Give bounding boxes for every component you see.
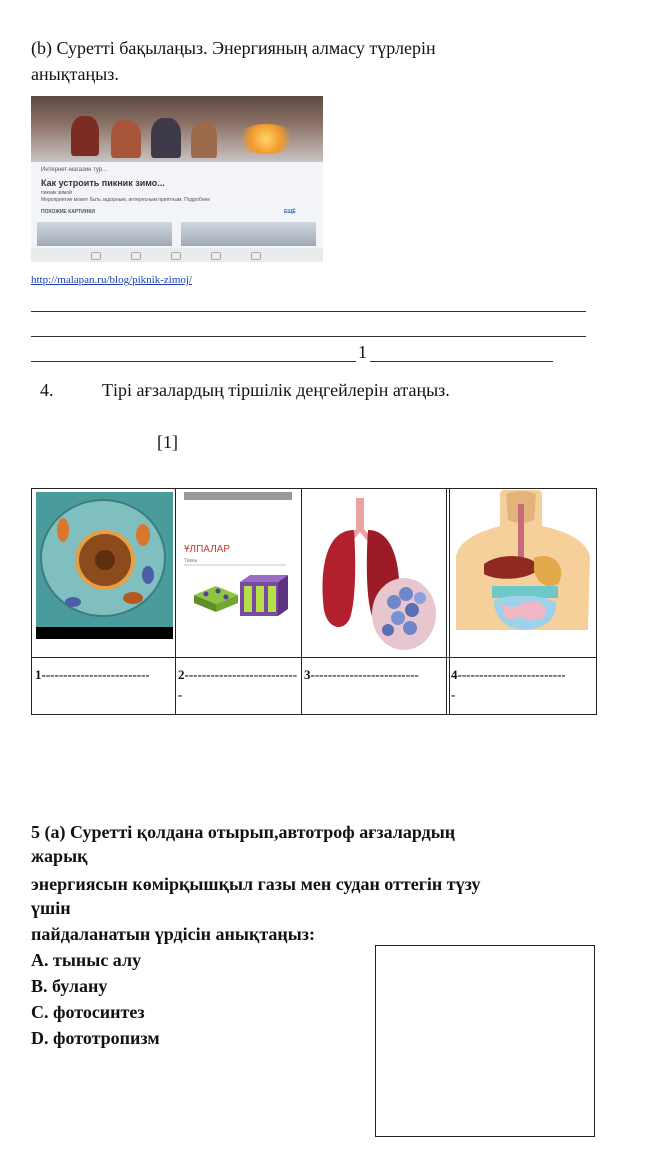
tissue-caption: ҰЛПАЛАР <box>184 544 231 555</box>
nav-back-icon <box>91 252 101 260</box>
nav-home-icon <box>131 252 141 260</box>
question-5-line4: үшін <box>31 898 71 918</box>
screenshot-title: Как устроить пикник зимо... <box>41 178 165 188</box>
related-thumb-1 <box>37 222 172 246</box>
winter-picnic-photo <box>31 96 323 162</box>
question-5-line3: энергиясын көмірқышқыл газы мен судан оттегін түзу <box>31 874 481 894</box>
levels-table <box>31 488 597 715</box>
option-b[interactable]: B. булану <box>31 976 108 996</box>
answer-line-3a <box>31 361 356 362</box>
question-4-text: Тірі ағзалардың тіршілік деңгейлерін атаңыз. <box>102 380 450 400</box>
lungs-image <box>302 490 446 656</box>
question-5-line1: 5 (a) Суретті қолдана отырып,автотроф ағзалардың <box>31 822 456 842</box>
tissue-image <box>176 490 301 656</box>
related-thumb-2 <box>181 222 316 246</box>
answer-image-box <box>375 945 595 1137</box>
nav-menu-icon <box>251 252 261 260</box>
option-d[interactable]: D. фототропизм <box>31 1028 160 1048</box>
screenshot-snippet: Мероприятие может быть задорным, интересным приятным. Подробнее <box>41 197 211 203</box>
screenshot-ui-header: Интернет-магазин тур... <box>41 167 108 173</box>
question-4-mark: [1] <box>157 432 178 452</box>
phone-navbar <box>31 248 323 262</box>
label-2-tail: - <box>178 687 183 702</box>
answer-line-2 <box>31 336 586 337</box>
section-b-heading-line2: анықтаңыз. <box>31 64 119 84</box>
option-c[interactable]: C. фотосинтез <box>31 1002 145 1022</box>
screenshot-related-more: ЕЩЁ <box>284 209 296 215</box>
option-a[interactable]: A. тыныс алу <box>31 950 142 970</box>
nav-tabs-icon <box>211 252 221 260</box>
answer-line-3b <box>370 361 553 362</box>
campfire <box>236 124 296 154</box>
screenshot-related-label: ПОХОЖИЕ КАРТИНКИ <box>41 209 95 215</box>
mark-b: 1 <box>358 342 367 362</box>
nav-search-icon <box>171 252 181 260</box>
label-4: 4------------------------- <box>451 667 566 682</box>
screenshot-subtitle: пикник зимой <box>41 190 72 196</box>
label-3: 3------------------------- <box>304 667 419 682</box>
source-link[interactable]: http://malapan.ru/blog/piknik-zimoj/ <box>31 274 193 286</box>
picnic-screenshot <box>31 96 323 262</box>
tissue-subcaption: Ткань <box>184 558 198 564</box>
answer-line-1 <box>31 311 586 312</box>
cell-image <box>33 490 175 656</box>
question-5-line2: жарық <box>31 846 88 866</box>
label-4-tail: - <box>451 687 456 702</box>
question-5-line5: пайдаланатын үрдісін анықтаңыз: <box>31 924 316 944</box>
question-4-number: 4. <box>40 380 54 400</box>
section-b-heading-line1: (b) Суретті бақылаңыз. Энергияның алмасу түрлерін <box>31 38 436 58</box>
label-1: 1------------------------- <box>35 667 150 682</box>
label-2: 2-------------------------- <box>178 667 298 682</box>
organism-image <box>450 490 595 656</box>
